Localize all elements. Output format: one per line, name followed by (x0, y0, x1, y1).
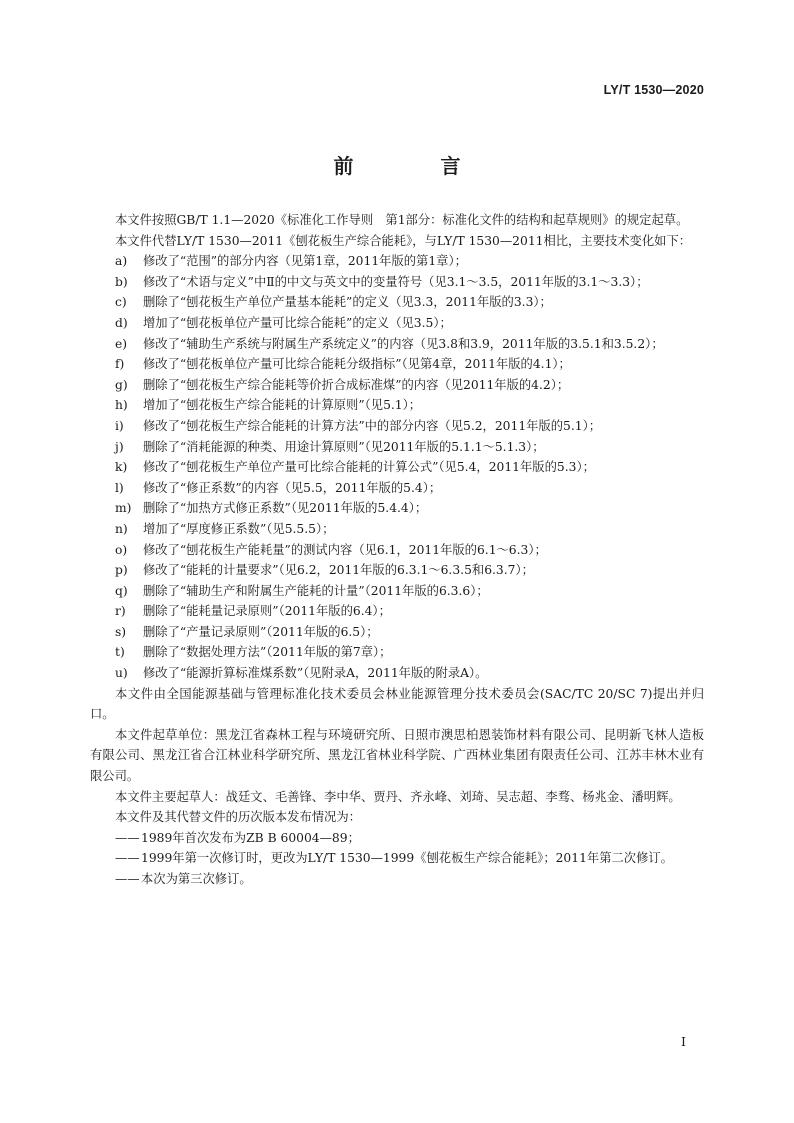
list-item (90, 292, 704, 313)
paragraph-drafting-rules: 本文件按照GB/T 1.1—2020《标准化工作导则 第1部分：标准化文件的结构和起草规则》的规定起草。 (115, 213, 689, 227)
list-item (90, 519, 704, 540)
list-item-label: f) (115, 357, 125, 372)
list-item-label: d) (115, 315, 128, 330)
list-item-label: q) (115, 583, 128, 598)
paragraph-drafting-units: 本文件起草单位：黑龙江省森林工程与环境研究所、日照市澳思柏恩装饰材料有限公司、昆明新飞林人造板有限公司、黑龙江省合江林业科学研究所、黑龙江省林业科学院、广西林业集团有限责任公司、江苏丰林木业有限公司。 (90, 727, 704, 784)
foreword-body (90, 210, 704, 890)
list-item-text: 删除了“产量记录原则”（2011年版的6.5）； (143, 624, 379, 639)
list-item (90, 272, 704, 293)
list-item (90, 540, 704, 561)
list-item-text: 修改了“术语与定义”中Ⅱ的中文与英文中的变量符号（见3.1～3.5，2011年版的3.1～3.3）； (143, 274, 649, 289)
list-item-label: i) (115, 418, 124, 433)
history-list (90, 828, 704, 890)
paragraph-drafters: 本文件主要起草人：战廷文、毛善锋、李中华、贾丹、齐永峰、刘琦、吴志超、李骛、杨兆金、潘明辉。 (115, 789, 681, 804)
history-item (90, 848, 704, 869)
changes-list (90, 251, 704, 683)
list-item-label: n) (115, 521, 128, 536)
list-item-label: e) (115, 336, 128, 351)
list-item-text: 删除了“辅助生产和附属生产能耗的计量”（2011年版的6.3.6）； (143, 583, 489, 598)
list-item-label: o) (115, 542, 128, 557)
list-item-text: 修改了“修正系数”的内容（见5.5，2011年版的5.4）； (143, 480, 442, 495)
list-item-text: 删除了“加热方式修正系数”（见2011年版的5.4.4）； (143, 501, 428, 516)
list-item (90, 622, 704, 643)
list-item-label: k) (115, 460, 128, 475)
list-item-label: u) (115, 666, 128, 681)
list-item-text: 删除了“能耗量记录原则”（2011年版的6.4）； (143, 604, 391, 619)
list-item-text: 修改了“刨花板生产单位产量可比综合能耗的计算公式”（见5.4，2011年版的5.3）； (143, 460, 595, 475)
list-item (90, 581, 704, 602)
history-dash: —— (115, 851, 140, 866)
list-item-text: 修改了“范围”的部分内容（见第1章，2011年版的第1章）； (143, 254, 467, 269)
list-item-text: 增加了“刨花板生产综合能耗的计算原则”（见5.1）； (143, 398, 422, 413)
history-item (90, 828, 704, 849)
list-item (90, 395, 704, 416)
list-item (90, 663, 704, 684)
list-item (90, 478, 704, 499)
list-item (90, 354, 704, 375)
list-item-text: 修改了“刨花板生产能耗量”的测试内容（见6.1，2011年版的6.1～6.3）； (143, 542, 547, 557)
page-number: I (681, 1034, 686, 1049)
list-item (90, 457, 704, 478)
history-dash: —— (115, 872, 140, 886)
list-item-text: 增加了“刨花板单位产量可比综合能耗”的定义（见3.5）； (143, 315, 452, 330)
standard-code: LY/T 1530—2020 (603, 83, 704, 97)
list-item-text: 修改了“能耗的计量要求”（见6.2，2011年版的6.3.1～6.3.5和6.3.7）； (143, 563, 534, 578)
history-text: 本次为第三次修订。 (141, 872, 252, 886)
list-item-label: p) (115, 563, 128, 578)
list-item-text: 增加了“厚度修正系数”（见5.5.5）； (143, 521, 335, 536)
list-item-label: r) (115, 604, 126, 619)
list-item-label: m) (115, 501, 132, 516)
list-item (90, 437, 704, 458)
list-item (90, 601, 704, 622)
list-item (90, 375, 704, 396)
list-item-label: a) (115, 254, 128, 269)
list-item-label: s) (115, 624, 127, 639)
list-item (90, 498, 704, 519)
list-item-text: 修改了“刨花板生产综合能耗的计算方法”中的部分内容（见5.2，2011年版的5.1）； (143, 418, 602, 433)
list-item (90, 251, 704, 272)
list-item-label: t) (115, 645, 125, 660)
list-item (90, 334, 704, 355)
paragraph-proposer: 本文件由全国能源基础与管理标准化技术委员会林业能源管理分技术委员会(SAC/TC 20/SC 7)提出并归口。 (90, 686, 704, 722)
list-item-label: g) (115, 377, 128, 392)
list-item-text: 删除了“数据处理方法”（2011年版的第7章）； (143, 645, 392, 660)
list-item-text: 修改了“能源折算标准煤系数”（见附录A，2011年版的附录A）。 (143, 666, 488, 681)
list-item (90, 416, 704, 437)
list-item-label: j) (115, 439, 124, 454)
list-item (90, 642, 704, 663)
list-item (90, 560, 704, 581)
list-item-label: c) (115, 295, 127, 310)
list-item-text: 修改了“辅助生产系统与附属生产系统定义”的内容（见3.8和3.9，2011年版的3.5.1和3.5.2）； (143, 336, 664, 351)
list-item-label: l) (115, 480, 124, 495)
history-item (90, 869, 704, 890)
list-item-text: 删除了“消耗能源的种类、用途计算原则”（见2011年版的5.1.1～5.1.3）； (143, 439, 545, 454)
list-item-label: h) (115, 398, 128, 413)
list-item-text: 修改了“刨花板单位产量可比综合能耗分级指标”（见第4章，2011年版的4.1）； (143, 357, 571, 372)
page-title: 前 言 (333, 154, 501, 178)
paragraph-history-intro: 本文件及其代替文件的历次版本发布情况为： (115, 810, 361, 825)
list-item-text: 删除了“刨花板生产综合能耗等价折合成标准煤”的内容（见2011年版的4.2）； (143, 377, 570, 392)
history-text: 1989年首次发布为ZB B 60004—89； (141, 830, 360, 845)
list-item-text: 删除了“刨花板生产单位产量基本能耗”的定义（见3.3，2011年版的3.3）； (143, 295, 552, 310)
list-item (90, 313, 704, 334)
paragraph-replacement: 本文件代替LY/T 1530—2011《刨花板生产综合能耗》，与LY/T 1530—2011相比，主要技术变化如下： (115, 233, 692, 248)
history-dash: —— (115, 830, 140, 845)
history-text: 1999年第一次修订时，更改为LY/T 1530—1999《刨花板生产综合能耗》；2011年第二次修订。 (141, 851, 673, 866)
list-item-label: b) (115, 274, 128, 289)
